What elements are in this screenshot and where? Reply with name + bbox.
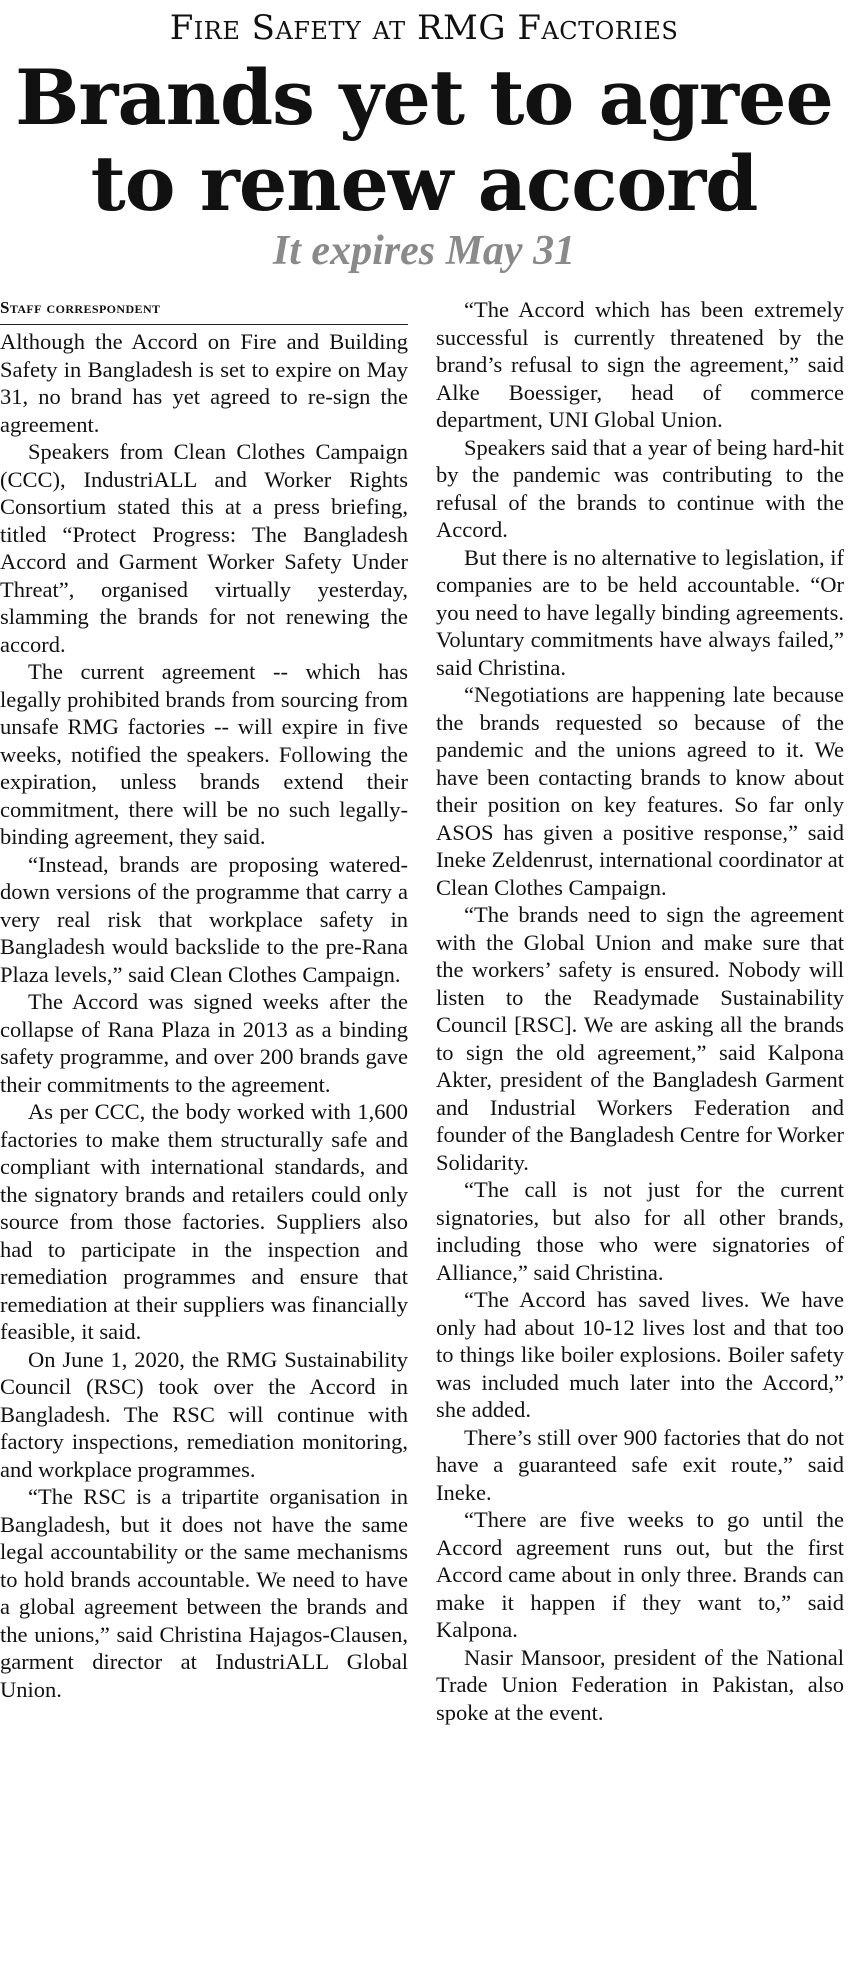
paragraph: Although the Accord on Fire and Building Safety in Bangladesh is set to expire on May 31, no brand has yet agreed to re-sign the agreement. — [0, 329, 408, 437]
right-column — [436, 296, 844, 1726]
paragraph: The current agreement -- which has legally prohibited brands from sourcing from unsafe RMG factories -- will expire in five weeks, notified the speakers. Following the expiration, unless brands extend their commitment, there will be no such legally-binding agreement, they said. — [0, 659, 408, 849]
headline: Brands yet to agree to renew accord — [15, 53, 833, 228]
paragraph: On June 1, 2020, the RMG Sustainability Council (RSC) took over the Accord in Bangladesh. The RSC will continue with factory inspections, remediation monitoring, and workplace programmes. — [0, 1346, 408, 1482]
byline: Staff correspondent — [0, 298, 161, 317]
subheadline: It expires May 31 — [272, 228, 576, 274]
byline-rule — [0, 324, 408, 325]
paragraph: Speakers said that a year of being hard-hit by the pandemic was contributing to the refusal of the brands to continue with the Accord. — [436, 434, 844, 542]
left-column — [0, 328, 408, 1703]
paragraph: “The Accord which has been extremely successful is currently threatened by the brand’s refusal to sign the agreement,” said Alke Boessiger, head of commerce department, UNI Global Union. — [436, 297, 844, 432]
paragraph: “There are five weeks to go until the Accord agreement runs out, but the first Accord came about in only three. Brands can make it happen if they want to,” said Kalpona. — [436, 1507, 844, 1642]
paragraph: Nasir Mansoor, president of the National Trade Union Federation in Pakistan, also spoke at the event. — [436, 1644, 844, 1725]
paragraph: “Instead, brands are proposing watered-down versions of the programme that carry a very real risk that workplace safety in Bangladesh would backslide to the pre-Rana Plaza levels,” said Clean Clothes Campaign. — [0, 851, 408, 987]
paragraph: The Accord was signed weeks after the collapse of Rana Plaza in 2013 as a binding safety programme, and over 200 brands gave their commitments to the agreement. — [0, 989, 408, 1097]
paragraph: “The brands need to sign the agreement with the Global Union and make sure that the workers’ safety is ensured. Nobody will listen to the Readymade Sustainability Council [RSC]. We are asking all the brands to sign the old agreement,” said Kalpona Akter, president of the Bangladesh Garment and Industrial Workers Federation and founder of the Bangladesh Centre for Worker Solidarity. — [436, 902, 844, 1175]
paragraph: “Negotiations are happening late because the brands requested so because of the pandemic and the unions agreed to it. We have been contacting brands to know about their position on key features. So far only ASOS has given a positive response,” said Ineke Zeldenrust, international coordinator at Clean Clothes Campaign. — [436, 682, 844, 900]
paragraph: “The RSC is a tripartite organisation in Bangladesh, but it does not have the same legal accountability or the same mechanisms to hold brands accountable. We need to have a global agreement between the brands and the unions,” said Christina Hajagos-Clausen, garment director at IndustriALL Global Union. — [0, 1484, 408, 1702]
kicker: Fire Safety at RMG Factories — [169, 8, 679, 48]
paragraph: There’s still over 900 factories that do not have a guaranteed safe exit route,” said Ineke. — [436, 1424, 844, 1505]
paragraph: Speakers from Clean Clothes Campaign (CCC), IndustriALL and Worker Rights Consortium stated this at a press briefing, titled “Protect Progress: The Bangladesh Accord and Garment Worker Safety Under Threat”, organised virtually yesterday, slamming the brands for not renewing the accord. — [0, 439, 408, 657]
paragraph: “The Accord has saved lives. We have only had about 10-12 lives lost and that too to things like boiler explosions. Boiler safety was included much later into the Accord,” she added. — [436, 1287, 844, 1422]
paragraph: “The call is not just for the current signatories, but also for all other brands, including those who were signatories of Alliance,” said Christina. — [436, 1177, 844, 1285]
paragraph: As per CCC, the body worked with 1,600 factories to make them structurally safe and compliant with international standards, and the signatory brands and retailers could only source from those factories. Suppliers also had to participate in the inspection and remediation programmes and ensure that remediation at their suppliers was financially feasible, it said. — [0, 1099, 408, 1344]
paragraph: But there is no alternative to legislation, if companies are to be held accountable. “Or you need to have legally binding agreements. Voluntary commitments have always failed,” said Christina. — [436, 544, 844, 680]
